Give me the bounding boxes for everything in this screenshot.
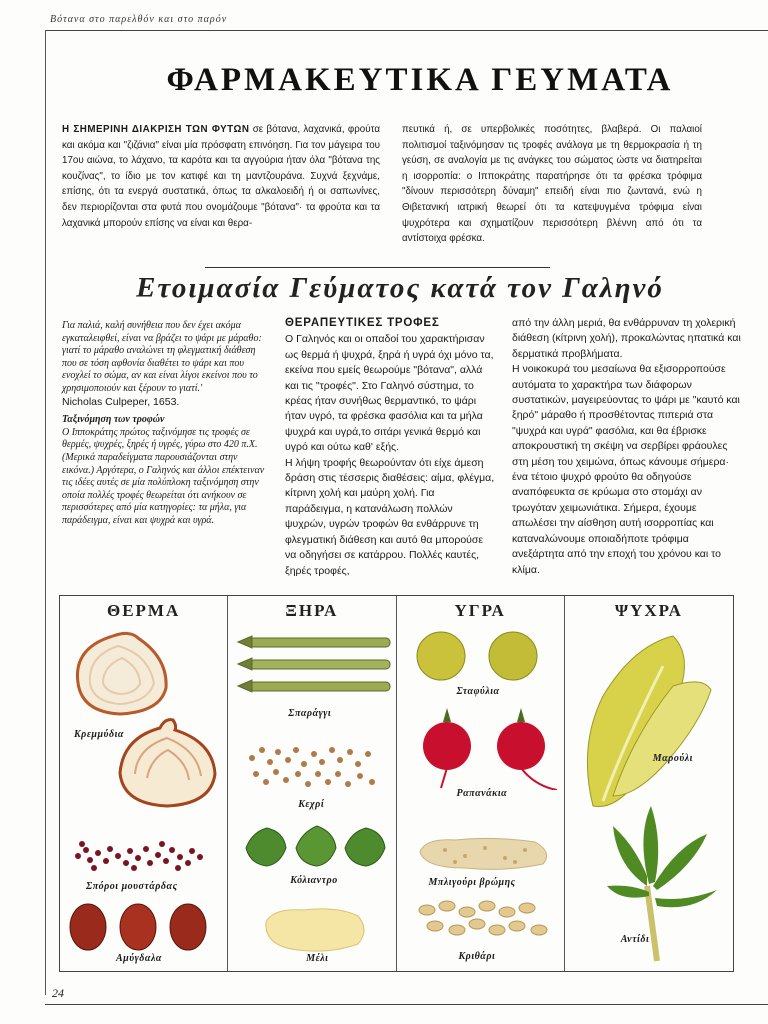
honey-illustration	[258, 902, 373, 958]
caption-honey: Μέλι	[306, 953, 329, 964]
quote-author: Nicholas Culpeper, 1653.	[62, 395, 180, 408]
intro-right-column: πευτικά ή, σε υπερβολικές ποσότητες, βλαβερά. Οι παλαιοί πολιτισμοί ταξινόμησαν τις τροφές ανάλογα με τη θερμοκρασία ή τη γεύση, σε αναλογία με τις ανάγκες του σώματος ώστε να διατηρείται η ισορροπία: ο Ιπποκράτης παρατήρησε ότι τα φρέσκα τρόφιμα "δίνουν περισσότερη δύναμη" επειδή είναι πιο ζωντανά, ενώ η Θιβετανική ιατρική θεωρεί ότι τα κατεψυγμένα τρόφιμα είναι ψυχρότερα και σχηματίζουν περισσότερη βλέννη από ότι τα αντίστοιχα φρέσκα.	[402, 124, 702, 245]
caption-mustard-seeds: Σπόροι μουστάρδας	[86, 881, 178, 892]
caption-grapes: Σταφύλια	[456, 686, 500, 697]
coriander-illustration	[242, 822, 392, 872]
oatmeal-illustration	[415, 832, 555, 872]
food-classification-heading: Ταξινόμηση των τροφών	[62, 414, 165, 426]
grapes-illustration	[413, 628, 553, 683]
mustard-seeds-illustration	[68, 836, 208, 876]
section-rule	[205, 267, 550, 268]
category-title-moist: ΥΓΡΑ	[454, 601, 506, 620]
food-categories-grid	[59, 595, 734, 972]
caption-lettuce: Μαρούλι	[652, 753, 693, 764]
onion-slice-illustration	[68, 628, 178, 718]
caption-asparagus: Σπαράγγι	[288, 708, 332, 719]
therapeutic-paragraph-1: Ο Γαληνός και οι οπαδοί του χαρακτήρισαν ως θερμά ή ψυχρά, ξηρά ή υγρά όχι μόνο τα, εκείνα που εμείς θεωρούμε "βότανα", αλλά και τις "τροφές". Στο Γαληνό σύστημα, το κρέας ήταν συνήθως θερμαντικό, το ψάρι ήταν υγρό, τα φρέσκα φασόλια και τα μήλα ψυχρά και υγρά,το σιτάρι γενικά θερμό και υγρό και ούτω καθ' εξής.	[285, 333, 494, 454]
category-moist	[397, 596, 565, 971]
left-margin-rule	[45, 30, 46, 995]
quote-column	[62, 320, 267, 528]
caption-barley: Κριθάρι	[458, 951, 496, 962]
radishes-illustration	[417, 708, 567, 790]
section-title: Ετοιμασία Γεύματος κατά τον Γαληνό	[136, 272, 664, 304]
food-classification-text: Ο Ιπποκράτης πρώτος ταξινόμησε τις τροφές σε θερμές, ψυχρές, ξηρές ή υγρές, γύρω στο 420 π.Χ. (Μερικά παραδείγματα παρουσιάζονται στην εικόνα.) Αργότερα, ο Γαληνός και άλλοι επέκτειναν τις ιδέες αυτές σε μία πολύπλοκη ταξινόμηση στην οποία πολλές τροφές θεωρείται ότι ανήκουν σε περισσότερες από μία κατηγορίες: τα μήλα, για παράδειγμα, είναι και ψυχρά και υγρά.	[62, 426, 265, 526]
therapeutic-paragraph-2: Η λήψη τροφής θεωρούνταν ότι είχε άμεση δράση στις τέσσερις διαθέσεις: αίμα, φλέγμα, κίτρινη χολή και μαύρη χολή. Για παράδειγμα, η κατανάλωση πολλών ψυχρών, υγρών τροφών θα ενθάρρυνε τη φλεγματική διάθεση και αυτό θα μπορούσε να οδηγήσει σε κατάρρου. Πολλές καυτές, ξηρές τροφές,	[285, 456, 495, 577]
page-number: 24	[52, 986, 64, 1000]
almonds-illustration	[66, 901, 216, 951]
intro-left-text: σε βότανα, λαχανικά, φρούτα και ακόμα και "ζιζάνια" είναι μία πρόσφατη επινόηση. Για τον μάγειρα του 17ου αιώνα, το λάχανο, τα καρότα και τα αγγούρια ήταν όλα "βότανα της κουζίνας", το ίδιο με τον κατιφέ και τη μαντζουράνα. Συχνά ξεχνάμε, επίσης, ότι τα ενεργά συστατικά, όπως τα αλκαλοειδή ή οι σαπωνίνες, δεν περιορίζονται στα φυτά που ονομάζουμε "βότανα"· τα φρούτα και τα λαχανικά μπορούν επίσης να είναι και θερα-	[62, 124, 380, 229]
asparagus-illustration	[236, 632, 391, 702]
therapeutic-column	[285, 316, 495, 579]
caption-oatmeal: Μπλιγούρι βρώμης	[428, 877, 516, 888]
caption-radishes: Ραπανάκια	[456, 788, 508, 799]
therapeutic-paragraph-3: από την άλλη μεριά, θα ενθάρρυναν τη χολερική διάθεση (κίτρινη χολή), προκαλώντας ηπατικά και δερματικά προβλήματα.	[512, 317, 741, 360]
barley-illustration	[413, 896, 553, 946]
therapeutic-paragraph-4: Η νοικοκυρά του μεσαίωνα θα εξισορροπούσε αυτόματα το χαρακτήρα των διάφορων συστατικών, μαγειρεύοντας το ψάρι με "καυτό και ξηρό" μάραθο ή προσθέτοντας πιπεριά στα "ψυχρά και υγρά" φασόλια, και θα έβρισκε αποκρουστική τη σκέψη να σερβίρει φράουλες στη μέση του χειμώνα, όπως κάνουμε σήμερα· ένα τέτοιο ψυχρό φρούτο θα οδηγούσε αναπόφευκτα σε κρύωμα στο στομάχι αν τρωγόταν χειμωνιάτικα. Σήμερα, έχουμε απωλέσει την αίσθηση αυτή ισορροπίας και καταναλώνουμε οποιαδήποτε τρόφιμα ανεξάρτητα από την εποχή του χρόνου και το κλίμα.	[512, 363, 740, 576]
caption-onions: Κρεμμύδια	[74, 729, 124, 740]
culpeper-quote: Για παλιά, καλή συνήθεια που δεν έχει ακόμα εγκαταλειφθεί, είναι να βράζει το ψάρι με μάραθο: γιατί το μάραθο αναλώνει τη φλεγματική διάθεση που σε τόση αφθονία διαθέτει το ψάρι και που ενοχλεί το σώμα, αν και είναι λίγοι εκείνοι που το χρησιμοποιούν και ξέρουν το γιατί.'	[62, 320, 262, 394]
therapeutic-heading: ΘΕΡΑΠΕΥΤΙΚΕΣ ΤΡΟΦΕΣ	[285, 317, 440, 329]
caption-coriander: Κόλιαντρο	[290, 875, 338, 886]
category-cold	[565, 596, 733, 971]
top-rule	[45, 30, 768, 31]
category-dry	[228, 596, 396, 971]
category-title-warm: ΘΕΡΜΑ	[106, 601, 181, 620]
therapeutic-continued-column	[512, 316, 742, 578]
running-head: Βότανα στο παρελθόν και στο παρόν	[50, 14, 228, 25]
lettuce-illustration	[573, 626, 713, 816]
caption-almonds: Αμύγδαλα	[116, 953, 162, 964]
caption-millet: Κεχρί	[298, 799, 325, 810]
category-title-cold: ΨΥΧΡΑ	[614, 601, 683, 620]
intro-left-column	[62, 122, 380, 231]
millet-illustration	[242, 738, 382, 798]
category-title-dry: ΞΗΡΑ	[285, 601, 339, 620]
page-title: ΦΑΡΜΑΚΕΥΤΙΚΑ ΓΕΥΜΑΤΑ	[166, 62, 674, 98]
category-warm	[60, 596, 228, 971]
caption-endive: Αντίδι	[620, 934, 650, 945]
onion-half-illustration	[115, 718, 221, 810]
bottom-rule	[45, 1004, 768, 1005]
intro-lead: Η ΣΗΜΕΡΙΝΗ ΔΙΑΚΡΙΣΗ ΤΩΝ ΦΥΤΩΝ	[62, 124, 250, 135]
